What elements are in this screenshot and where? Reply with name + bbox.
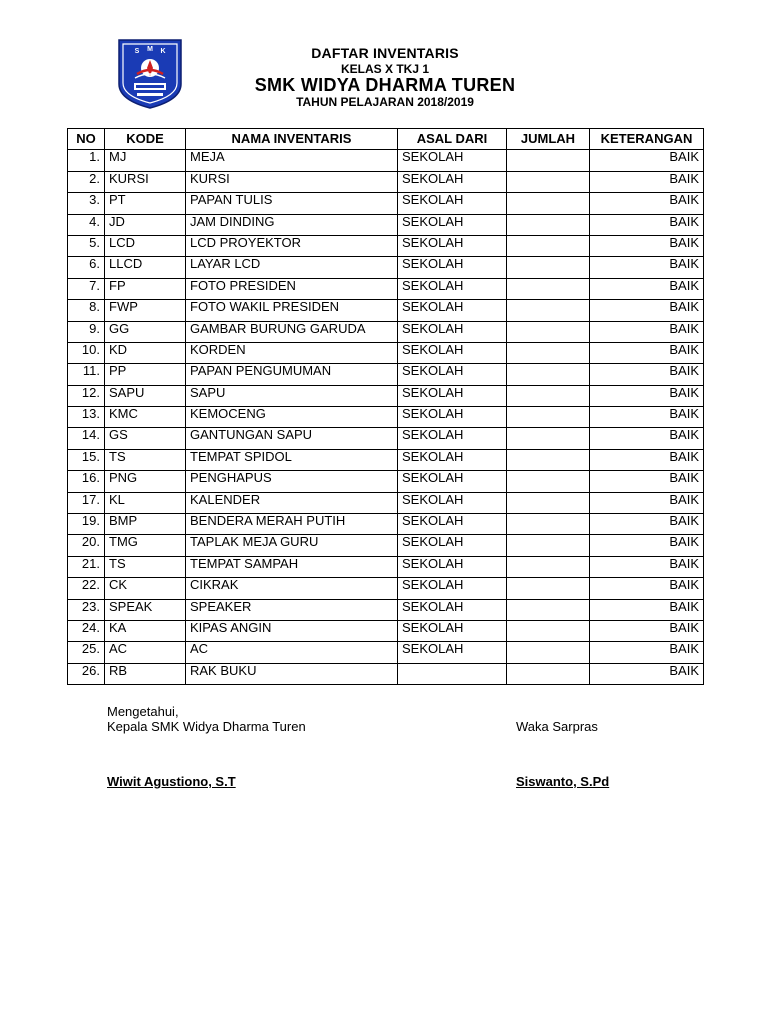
cell-jumlah (507, 492, 590, 513)
cell-keterangan: BAIK (590, 663, 704, 684)
cell-keterangan: BAIK (590, 278, 704, 299)
table-row (68, 556, 704, 577)
cell-no: 1. (68, 150, 105, 171)
cell-nama: TEMPAT SAMPAH (186, 556, 398, 577)
cell-asal: SEKOLAH (398, 193, 507, 214)
logo-letter: S (134, 48, 140, 55)
cell-no: 11. (68, 364, 105, 385)
cell-no: 23. (68, 599, 105, 620)
cell-asal: SEKOLAH (398, 385, 507, 406)
logo-letter: K (160, 48, 166, 55)
cell-no: 5. (68, 235, 105, 256)
cell-jumlah (507, 342, 590, 363)
cell-jumlah (507, 599, 590, 620)
cell-jumlah (507, 428, 590, 449)
school-name: SMK WIDYA DHARMA TUREN (254, 75, 516, 95)
table-row (68, 321, 704, 342)
cell-nama: KIPAS ANGIN (186, 620, 398, 641)
cell-no: 25. (68, 642, 105, 663)
cell-asal: SEKOLAH (398, 407, 507, 428)
table-row (68, 150, 704, 171)
cell-asal (398, 663, 507, 684)
cell-nama: AC (186, 642, 398, 663)
cell-jumlah (507, 364, 590, 385)
cell-asal: SEKOLAH (398, 364, 507, 385)
cell-kode: MJ (105, 150, 186, 171)
cell-kode: LLCD (105, 257, 186, 278)
logo-letter: M (147, 46, 153, 53)
cell-no: 21. (68, 556, 105, 577)
cell-nama: LAYAR LCD (186, 257, 398, 278)
cell-jumlah (507, 471, 590, 492)
col-header-kode: KODE (105, 129, 186, 150)
cell-nama: KALENDER (186, 492, 398, 513)
cell-keterangan: BAIK (590, 428, 704, 449)
table-row (68, 428, 704, 449)
table-row (68, 235, 704, 256)
cell-asal: SEKOLAH (398, 492, 507, 513)
cell-keterangan: BAIK (590, 171, 704, 192)
cell-keterangan: BAIK (590, 150, 704, 171)
cell-kode: PT (105, 193, 186, 214)
waka-title: Waka Sarpras (516, 719, 598, 734)
cell-keterangan: BAIK (590, 599, 704, 620)
cell-nama: FOTO PRESIDEN (186, 278, 398, 299)
cell-asal: SEKOLAH (398, 171, 507, 192)
cell-no: 24. (68, 620, 105, 641)
cell-asal: SEKOLAH (398, 235, 507, 256)
cell-keterangan: BAIK (590, 300, 704, 321)
table-row (68, 578, 704, 599)
class-label: KELAS X TKJ 1 (340, 62, 430, 76)
table-row (68, 642, 704, 663)
cell-asal: SEKOLAH (398, 428, 507, 449)
cell-jumlah (507, 300, 590, 321)
cell-no: 7. (68, 278, 105, 299)
cell-jumlah (507, 535, 590, 556)
cell-jumlah (507, 578, 590, 599)
cell-jumlah (507, 193, 590, 214)
cell-keterangan: BAIK (590, 342, 704, 363)
cell-asal: SEKOLAH (398, 578, 507, 599)
table-row (68, 257, 704, 278)
cell-keterangan: BAIK (590, 235, 704, 256)
cell-keterangan: BAIK (590, 385, 704, 406)
table-row (68, 364, 704, 385)
cell-no: 15. (68, 449, 105, 470)
cell-kode: GS (105, 428, 186, 449)
cell-asal: SEKOLAH (398, 642, 507, 663)
cell-kode: SAPU (105, 385, 186, 406)
cell-kode: KL (105, 492, 186, 513)
table-row (68, 385, 704, 406)
cell-kode: RB (105, 663, 186, 684)
cell-kode: AC (105, 642, 186, 663)
cell-nama: TAPLAK MEJA GURU (186, 535, 398, 556)
cell-asal: SEKOLAH (398, 214, 507, 235)
cell-jumlah (507, 620, 590, 641)
cell-jumlah (507, 514, 590, 535)
cell-jumlah (507, 278, 590, 299)
cell-keterangan: BAIK (590, 642, 704, 663)
cell-nama: KORDEN (186, 342, 398, 363)
cell-kode: TMG (105, 535, 186, 556)
cell-nama: BENDERA MERAH PUTIH (186, 514, 398, 535)
cell-asal: SEKOLAH (398, 150, 507, 171)
cell-keterangan: BAIK (590, 535, 704, 556)
table-row (68, 599, 704, 620)
cell-no: 8. (68, 300, 105, 321)
document-title: DAFTAR INVENTARIS (311, 45, 459, 61)
cell-keterangan: BAIK (590, 556, 704, 577)
cell-no: 20. (68, 535, 105, 556)
cell-no: 13. (68, 407, 105, 428)
cell-keterangan: BAIK (590, 407, 704, 428)
cell-asal: SEKOLAH (398, 556, 507, 577)
cell-jumlah (507, 214, 590, 235)
cell-keterangan: BAIK (590, 514, 704, 535)
cell-asal: SEKOLAH (398, 278, 507, 299)
table-row (68, 492, 704, 513)
waka-name: Siswanto, S.Pd (516, 774, 610, 789)
table-row (68, 449, 704, 470)
cell-jumlah (507, 642, 590, 663)
col-header-no: NO (68, 129, 105, 150)
cell-nama: KURSI (186, 171, 398, 192)
cell-jumlah (507, 385, 590, 406)
cell-asal: SEKOLAH (398, 449, 507, 470)
cell-asal: SEKOLAH (398, 300, 507, 321)
table-header-row (68, 129, 704, 150)
cell-asal: SEKOLAH (398, 342, 507, 363)
cell-jumlah (507, 449, 590, 470)
cell-kode: JD (105, 214, 186, 235)
cell-no: 22. (68, 578, 105, 599)
table-row (68, 663, 704, 684)
inventory-table (67, 128, 704, 685)
table-row (68, 342, 704, 363)
cell-kode: PP (105, 364, 186, 385)
cell-keterangan: BAIK (590, 578, 704, 599)
cell-keterangan: BAIK (590, 321, 704, 342)
cell-keterangan: BAIK (590, 193, 704, 214)
cell-no: 17. (68, 492, 105, 513)
cell-jumlah (507, 171, 590, 192)
cell-nama: SPEAKER (186, 599, 398, 620)
cell-kode: SPEAK (105, 599, 186, 620)
cell-nama: JAM DINDING (186, 214, 398, 235)
cell-no: 16. (68, 471, 105, 492)
table-body (68, 150, 704, 685)
table-row (68, 514, 704, 535)
cell-asal: SEKOLAH (398, 514, 507, 535)
academic-year: TAHUN PELAJARAN 2018/2019 (296, 95, 474, 109)
cell-keterangan: BAIK (590, 214, 704, 235)
cell-nama: PAPAN PENGUMUMAN (186, 364, 398, 385)
headmaster-name: Wiwit Agustiono, S.T (107, 774, 236, 789)
cell-keterangan: BAIK (590, 471, 704, 492)
table-row (68, 214, 704, 235)
cell-kode: KA (105, 620, 186, 641)
cell-nama: TEMPAT SPIDOL (186, 449, 398, 470)
col-header-keterangan: KETERANGAN (590, 129, 704, 150)
table-row (68, 407, 704, 428)
cell-asal: SEKOLAH (398, 471, 507, 492)
cell-jumlah (507, 321, 590, 342)
cell-kode: TS (105, 556, 186, 577)
cell-kode: CK (105, 578, 186, 599)
cell-keterangan: BAIK (590, 492, 704, 513)
cell-asal: SEKOLAH (398, 599, 507, 620)
cell-no: 12. (68, 385, 105, 406)
table-row (68, 471, 704, 492)
cell-jumlah (507, 150, 590, 171)
cell-asal: SEKOLAH (398, 257, 507, 278)
cell-nama: SAPU (186, 385, 398, 406)
cell-kode: TS (105, 449, 186, 470)
cell-kode: KD (105, 342, 186, 363)
headmaster-title: Kepala SMK Widya Dharma Turen (107, 719, 306, 734)
cell-kode: GG (105, 321, 186, 342)
cell-no: 19. (68, 514, 105, 535)
cell-kode: KMC (105, 407, 186, 428)
table-row (68, 193, 704, 214)
col-header-jumlah: JUMLAH (507, 129, 590, 150)
cell-nama: CIKRAK (186, 578, 398, 599)
cell-nama: PENGHAPUS (186, 471, 398, 492)
table-row (68, 171, 704, 192)
cell-nama: GAMBAR BURUNG GARUDA (186, 321, 398, 342)
cell-asal: SEKOLAH (398, 321, 507, 342)
col-header-asal: ASAL DARI (398, 129, 507, 150)
cell-keterangan: BAIK (590, 364, 704, 385)
cell-asal: SEKOLAH (398, 620, 507, 641)
cell-nama: MEJA (186, 150, 398, 171)
cell-no: 10. (68, 342, 105, 363)
table-row (68, 535, 704, 556)
cell-no: 3. (68, 193, 105, 214)
cell-nama: GANTUNGAN SAPU (186, 428, 398, 449)
cell-kode: PNG (105, 471, 186, 492)
cell-kode: LCD (105, 235, 186, 256)
cell-nama: PAPAN TULIS (186, 193, 398, 214)
cell-kode: KURSI (105, 171, 186, 192)
cell-no: 26. (68, 663, 105, 684)
cell-kode: FP (105, 278, 186, 299)
cell-jumlah (507, 257, 590, 278)
cell-no: 14. (68, 428, 105, 449)
cell-nama: RAK BUKU (186, 663, 398, 684)
table-row (68, 278, 704, 299)
cell-keterangan: BAIK (590, 620, 704, 641)
table-row (68, 620, 704, 641)
cell-jumlah (507, 407, 590, 428)
cell-keterangan: BAIK (590, 449, 704, 470)
cell-keterangan: BAIK (590, 257, 704, 278)
cell-kode: BMP (105, 514, 186, 535)
cell-nama: LCD PROYEKTOR (186, 235, 398, 256)
cell-kode: FWP (105, 300, 186, 321)
cell-no: 9. (68, 321, 105, 342)
col-header-nama: NAMA INVENTARIS (186, 129, 398, 150)
school-crest-icon (117, 38, 183, 110)
cell-jumlah (507, 663, 590, 684)
cell-nama: FOTO WAKIL PRESIDEN (186, 300, 398, 321)
cell-jumlah (507, 556, 590, 577)
cell-asal: SEKOLAH (398, 535, 507, 556)
cell-nama: KEMOCENG (186, 407, 398, 428)
table-row (68, 300, 704, 321)
cell-no: 2. (68, 171, 105, 192)
cell-jumlah (507, 235, 590, 256)
cell-no: 6. (68, 257, 105, 278)
acknowledged-label: Mengetahui, (107, 704, 179, 719)
cell-no: 4. (68, 214, 105, 235)
